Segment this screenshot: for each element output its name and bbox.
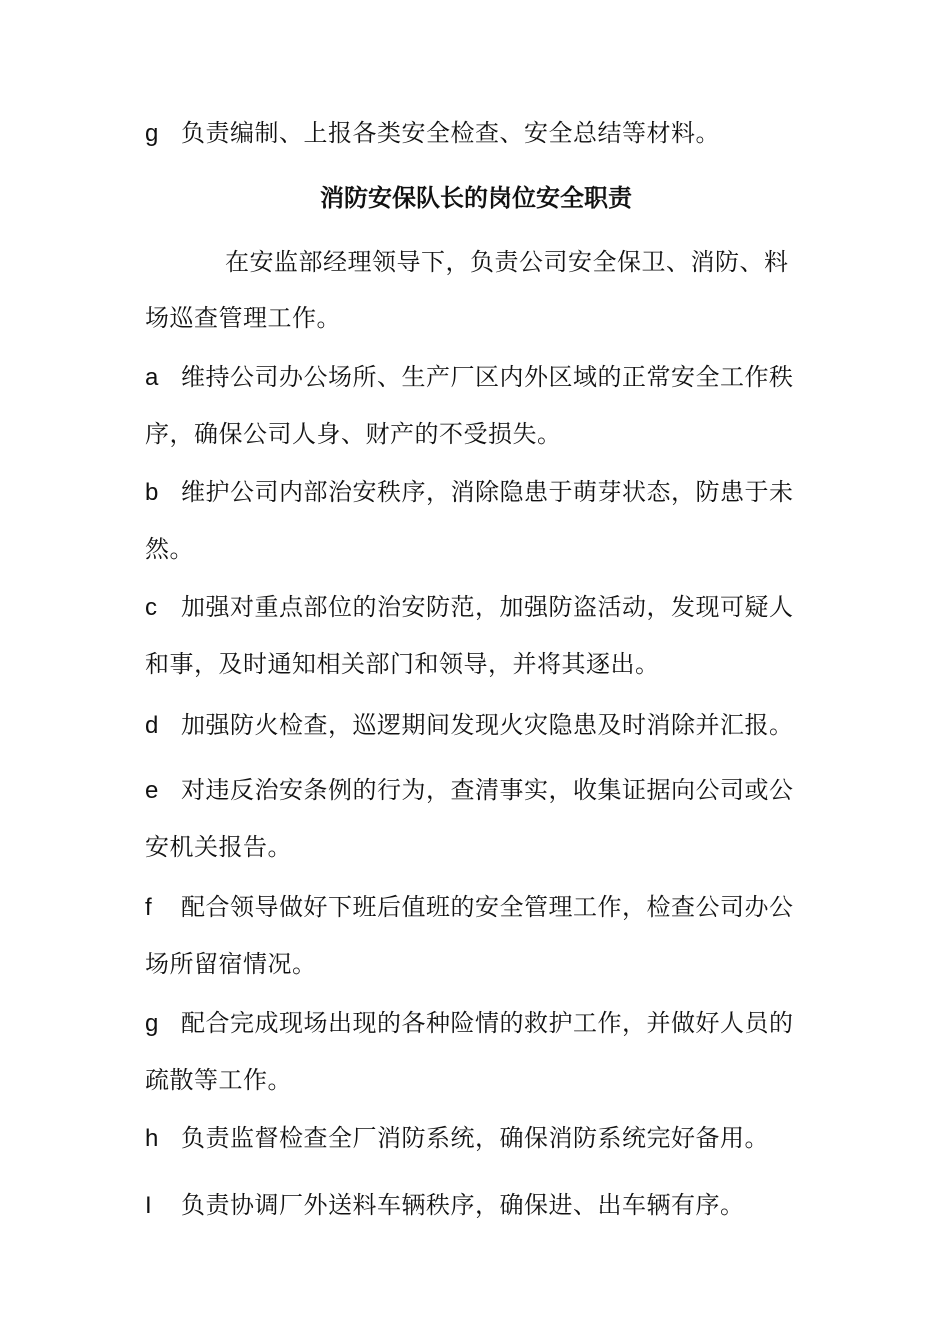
item-text: 负责监督检查全厂消防系统，确保消防系统完好备用。: [181, 1124, 769, 1152]
item-text: 加强防火检查，巡逻期间发现火灾隐患及时消除并汇报。: [181, 711, 794, 739]
item-marker: a: [145, 364, 159, 391]
item-marker: g: [145, 1010, 159, 1037]
intro-paragraph: 在安监部经理领导下，负责公司安全保卫、消防、料场巡查管理工作。: [145, 248, 789, 332]
item-marker: g: [145, 120, 159, 147]
list-item-top-g: [145, 105, 807, 162]
item-text: 负责编制、上报各类安全检查、安全总结等材料。: [181, 119, 720, 147]
section-title: 消防安保队长的岗位安全职责: [320, 183, 632, 212]
list-item-d: [145, 697, 807, 754]
item-text: 配合领导做好下班后值班的安全管理工作，检查公司办公场所留宿情况。: [145, 893, 794, 978]
item-text: 负责协调厂外送料车辆秩序，确保进、出车辆有序。: [181, 1191, 745, 1219]
item-text: 加强对重点部位的治安防范，加强防盗活动，发现可疑人和事，及时通知相关部门和领导，并将其逐出。: [145, 593, 794, 678]
list-item-c: [145, 579, 807, 692]
item-marker: d: [145, 712, 159, 739]
list-item-b: [145, 464, 807, 577]
item-text: 维护公司内部治安秩序，消除隐患于萌芽状态，防患于未然。: [145, 478, 794, 563]
item-marker: b: [145, 479, 159, 506]
list-item-e: [145, 762, 807, 875]
item-marker: e: [145, 777, 159, 804]
item-text: 维持公司办公场所、生产厂区内外区域的正常安全工作秩序，确保公司人身、财产的不受损失。: [145, 363, 794, 448]
item-marker: c: [145, 594, 158, 621]
list-item-a: [145, 349, 807, 462]
item-text: 配合完成现场出现的各种险情的救护工作，并做好人员的疏散等工作。: [145, 1009, 794, 1094]
list-item-g: [145, 995, 807, 1108]
list-item-h: [145, 1110, 807, 1167]
item-marker: f: [145, 894, 153, 921]
item-marker: I: [145, 1192, 153, 1219]
list-item-i: [145, 1177, 807, 1234]
item-marker: h: [145, 1125, 159, 1152]
list-item-f: [145, 879, 807, 992]
item-text: 对违反治安条例的行为，查清事实，收集证据向公司或公安机关报告。: [145, 776, 794, 861]
